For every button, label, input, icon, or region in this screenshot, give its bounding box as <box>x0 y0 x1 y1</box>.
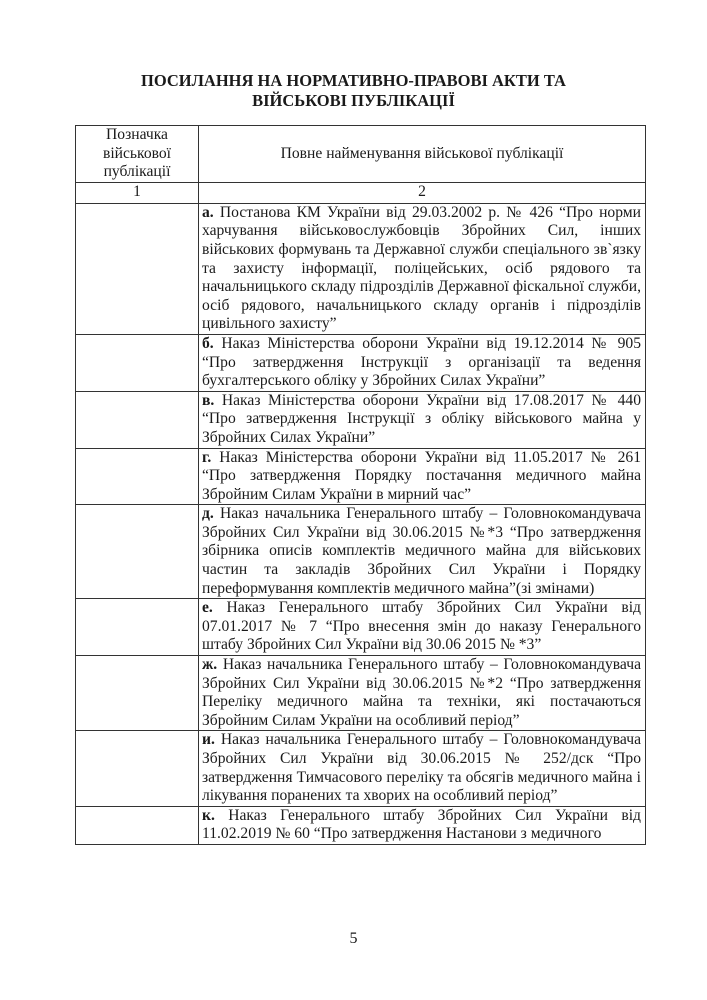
publication-cell <box>199 448 646 505</box>
table-row <box>76 505 646 599</box>
designation-cell <box>76 806 199 844</box>
page-number: 5 <box>349 930 358 947</box>
table-header-row <box>76 126 646 183</box>
header-full-name: Повне найменування військової публікації <box>199 126 646 183</box>
item-label: б. <box>202 334 214 352</box>
publication-cell <box>199 505 646 599</box>
publication-text: Наказ Генерального штабу Збройних Сил України від 11.02.2019 № 60 “Про затвердження Настанови з медичного <box>202 806 641 843</box>
publication-text: Наказ Міністерства оборони України від 17.08.2017 № 440 “Про затвердження Інструкції з обліку військового майна у Збройних Силах України” <box>202 391 641 446</box>
column-number: 2 <box>199 182 646 203</box>
designation-cell <box>76 334 199 391</box>
table-row <box>76 334 646 391</box>
table-row <box>76 656 646 731</box>
table-row <box>76 203 646 334</box>
designation-cell <box>76 448 199 505</box>
publications-table <box>75 125 646 845</box>
title-line-2: ВІЙСЬКОВІ ПУБЛІКАЦІЇ <box>252 91 455 110</box>
publication-cell <box>199 203 646 334</box>
designation-cell <box>76 731 199 806</box>
table-row <box>76 448 646 505</box>
header-designation: Позначка військової публікації <box>76 126 199 183</box>
table-row <box>76 731 646 806</box>
publication-cell <box>199 391 646 448</box>
column-number-row <box>76 182 646 203</box>
designation-cell <box>76 599 199 656</box>
item-label: д. <box>202 505 214 523</box>
item-label: в. <box>202 391 215 409</box>
designation-cell <box>76 203 199 334</box>
publication-text: Наказ начальника Генерального штабу – Головнокомандувача Збройних Сил України від 30.06.2015 №*2 “Про затвердження Переліку медичного майна та техніки, які постачаються Збройним Силам України на особливий період” <box>202 656 641 729</box>
column-number: 1 <box>76 182 199 203</box>
title-line-1: ПОСИЛАННЯ НА НОРМАТИВНО-ПРАВОВІ АКТИ ТА <box>141 71 566 90</box>
item-label: г. <box>202 448 212 466</box>
table-row <box>76 599 646 656</box>
publication-text: Постанова КМ України від 29.03.2002 р. № 426 “Про норми харчування військовослужбовців Збройних Сил, інших військових формувань та Державної служби спеціального зв`язку та захисту інформації, поліцейських, осіб рядового та начальницького складу підрозділів Державної фіскальної служби, осіб рядового, начальницького складу органів і підрозділів цивільного захисту” <box>202 203 641 333</box>
item-label: и. <box>202 731 215 749</box>
item-label: а. <box>202 203 214 221</box>
publication-text: Наказ Генерального штабу Збройних Сил України від 07.01.2017 № 7 “Про внесення змін до наказу Генерального штабу Збройних Сил України від 30.06 2015 № *3” <box>202 599 641 654</box>
publication-cell <box>199 656 646 731</box>
designation-cell <box>76 505 199 599</box>
page-title <box>0 71 707 111</box>
item-label: е. <box>202 599 213 617</box>
publication-text: Наказ Міністерства оборони України від 19.12.2014 № 905 “Про затвердження Інструкції з організації та ведення бухгалтерського обліку у Збройних Силах України” <box>202 334 641 390</box>
publication-text: Наказ начальника Генерального штабу – Головнокомандувача Збройних Сил України від 30.06.2015 № 252/дск “Про затвердження Тимчасового переліку та обсягів медичного майна і лікування поранених та хворих на особливий період” <box>202 731 641 805</box>
publication-cell <box>199 806 646 844</box>
publication-text: Наказ начальника Генерального штабу – Головнокомандувача Збройних Сил України від 30.06.2015 №*3 “Про затвердження збірника описів комплектів медичного майна для військових частин та закладів Збройних Сил України і Порядку переформування комплектів медичного майна”(зі змінами) <box>202 505 641 597</box>
table-row <box>76 806 646 844</box>
item-label: к. <box>202 806 215 824</box>
table-row <box>76 391 646 448</box>
publication-cell <box>199 599 646 656</box>
publication-cell <box>199 334 646 391</box>
item-label: ж. <box>202 656 218 674</box>
designation-cell <box>76 391 199 448</box>
publication-text: Наказ Міністерства оборони України від 11.05.2017 № 261 “Про затвердження Порядку постачання медичного майна Збройним Силам України в мирний час” <box>202 448 641 503</box>
publication-cell <box>199 731 646 806</box>
designation-cell <box>76 656 199 731</box>
